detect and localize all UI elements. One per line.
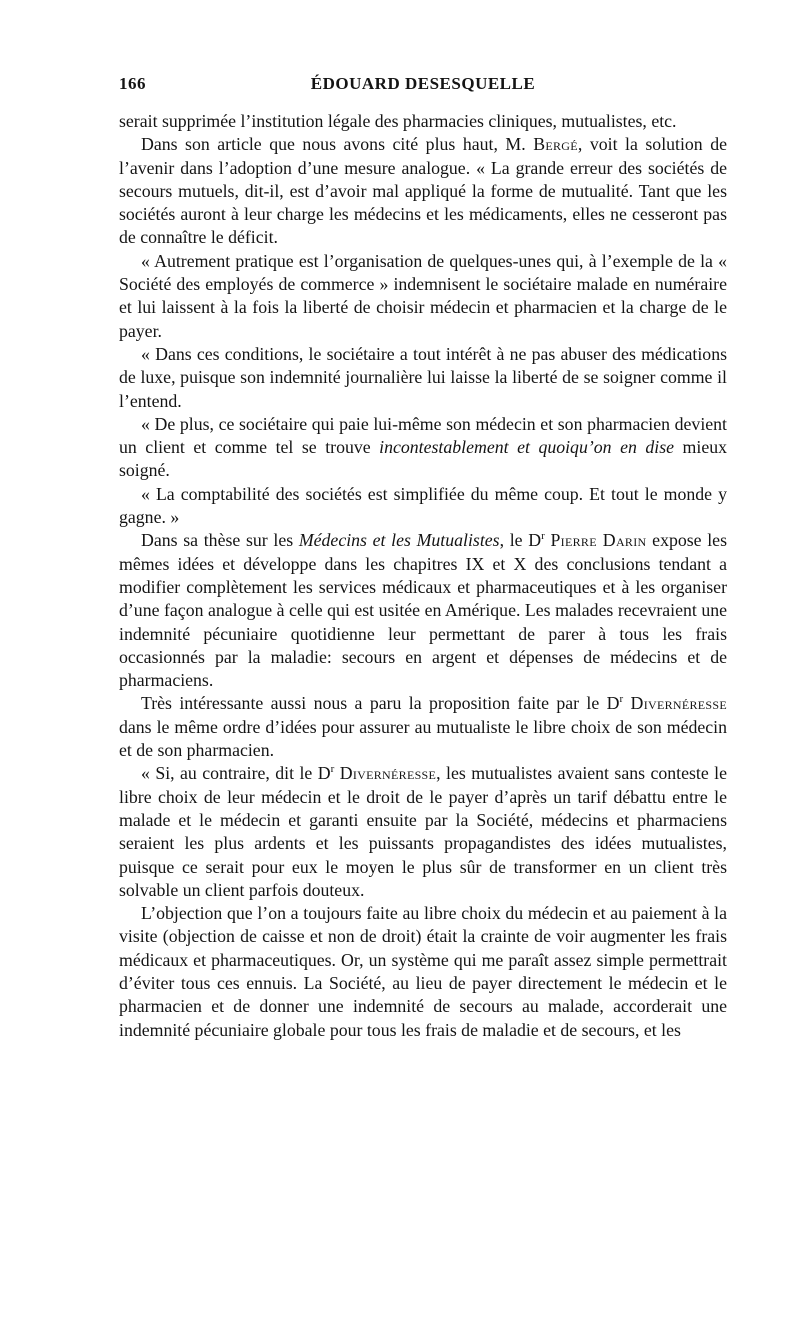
paragraph-2: Dans son article que nous avons cité plus haut, M. Bergé, voit la solution de l’avenir dans l’adoption d’une mesure analogue. « La grande erreur des sociétés de secours mutuels, dit-il, est d’avoir mal appliqué la forme de mutualité. Tant que les sociétés auront à leur charge les médecins et les médicaments, elles ne cesseront pas de connaître le déficit. bbox=[119, 134, 727, 248]
paragraph-5: « De plus, ce sociétaire qui paie lui-même son médecin et son pharmacien devient un client et comme tel se trouve incontestablement et quoiqu’on en dise mieux soigné. bbox=[119, 413, 728, 481]
paragraph-6: « La comptabilité des sociétés est simplifiée du même coup. Et tout le monde y gagne. » bbox=[119, 483, 727, 528]
book-page bbox=[119, 72, 727, 1042]
paragraph-3: « Autrement pratique est l’organisation de quelques-unes qui, à l’exemple de la « Société des employés de commerce » indemnisent le sociétaire malade en numéraire et lui laissent à la fois la liberté de choisir médecin et pharmacien et la charge de le payer. bbox=[119, 250, 727, 341]
person-name: Divernéresse bbox=[630, 693, 727, 714]
paragraph-4: « Dans ces conditions, le sociétaire a tout intérêt à ne pas abuser des médications de luxe, puisque son indemnité journalière lui laisse la liberté de se soigner comme il l’entend. bbox=[119, 343, 727, 411]
paragraph-8: Très intéressante aussi nous a paru la proposition faite par le $D^r$ Divernéresse dans le même ordre d’idées pour assurer au mutualiste le libre choix de son médecin et de son pharmacien. bbox=[119, 693, 727, 761]
thesis-title: Médecins et les Mutualistes bbox=[298, 530, 500, 551]
paragraph-7: Dans sa thèse sur les Médecins et les Mutualistes, le $D^r$ Pierre Darin expose les mêmes idées et développe dans les chapitres IX et X des conclusions tendant a modifier complètement les services médicaux et pharmaceutiques et à les organiser d’une façon analogue à celle qui est usitée en Amérique. Les malades recevraient une indemnité pécuniaire quotidienne leur permettant de parer à tous les frais occasionnés par la maladie: secours en argent et dépenses de médecins et de pharmaciens. bbox=[119, 530, 727, 691]
body-text bbox=[119, 110, 727, 1042]
person-name: Pierre Darin bbox=[550, 530, 647, 551]
person-name: Divernéresse bbox=[339, 763, 437, 784]
paragraph-10: L’objection que l’on a toujours faite au libre choix du médecin et au paiement à la visite (objection de caisse et non de droit) était la crainte de voir augmenter les frais médicaux et pharmaceutiques. Or, un système qui me paraît assez simple permettrait d’éviter tous ces ennuis. La Société, au lieu de payer directement le médecin et le pharmacien et de donner une indemnité de secours au malade, accorderait une indemnité pécuniaire globale pour tous les frais de maladie et de secours, et les bbox=[119, 903, 727, 1040]
page-number: 166 bbox=[119, 74, 146, 93]
paragraph-1: serait supprimée l’institution légale des pharmacies cliniques, mutualistes, etc. bbox=[119, 111, 677, 131]
italic-phrase: incontestablement et quoiqu’on en dise bbox=[379, 437, 675, 458]
paragraph-9: « Si, au contraire, dit le $D^r$ Divernéresse, les mutualistes avaient sans conteste le libre choix de leur médecin et le droit de le payer d’après un tarif débattu entre le malade et le médecin et garanti ensuite par la Société, médecins et pharmaciens seraient les plus ardents et les puissants propagandistes des idées mutualistes, puisque ce serait pour eux le moyen le plus sûr de transformer en un client très solvable un client parfois douteux. bbox=[119, 763, 727, 900]
person-name: Bergé bbox=[533, 134, 578, 155]
running-header bbox=[119, 72, 727, 96]
running-title: ÉDOUARD DESESQUELLE bbox=[310, 74, 536, 93]
